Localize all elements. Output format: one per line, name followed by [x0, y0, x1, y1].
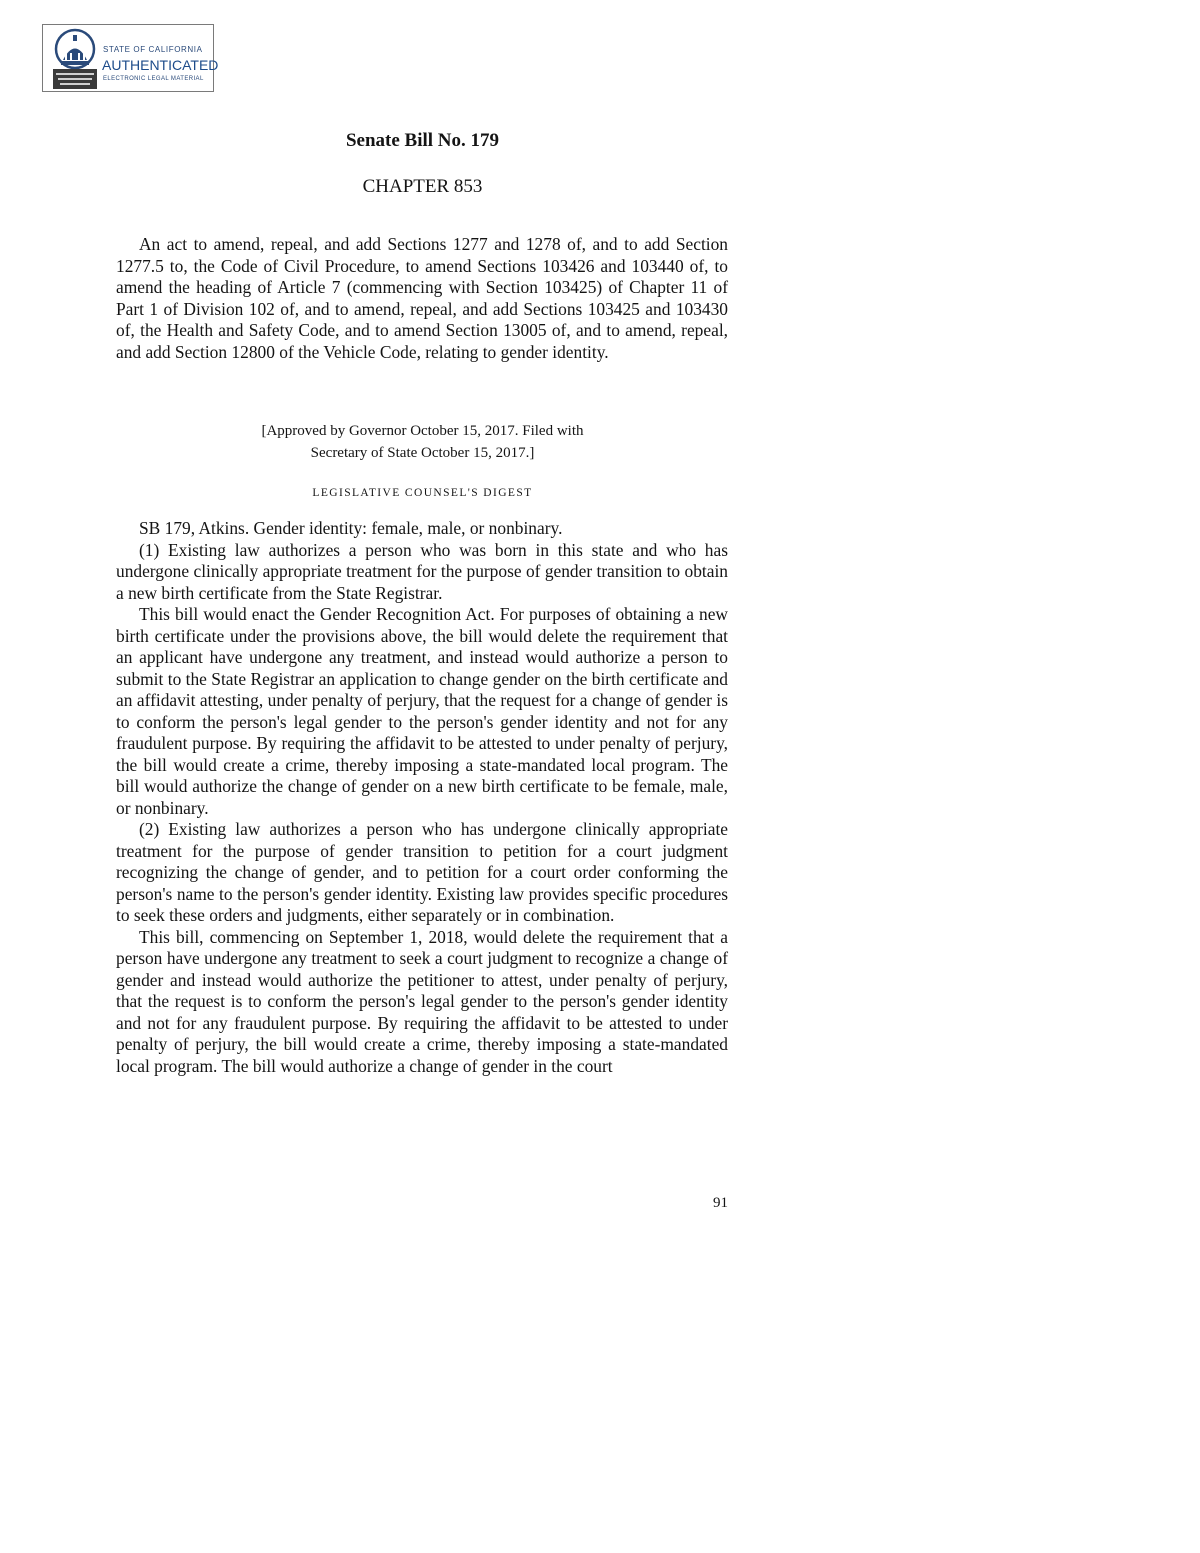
page-number: 91 — [713, 1195, 728, 1211]
authentication-seal — [42, 24, 219, 92]
chapter-number: CHAPTER 853 — [362, 176, 483, 197]
bill-title: Senate Bill No. 179 — [345, 130, 500, 151]
approval-line-2: Secretary of State October 15, 2017.] — [310, 445, 535, 461]
seal-material-label: ELECTRONIC LEGAL MATERIAL — [103, 76, 204, 82]
seal-state-label: STATE OF CALIFORNIA — [103, 45, 203, 54]
approval-note — [0, 420, 845, 464]
seal-authenticated-label: AUTHENTICATED — [102, 57, 219, 73]
digest-paragraph: SB 179, Atkins. Gender identity: female, male, or nonbinary. — [139, 518, 563, 538]
digest-paragraph: This bill, commencing on September 1, 2018, would delete the requirement that a person have undergone any treatment to seek a court judgment to recognize a change of gender and instead would authorize the petitioner to attest, under penalty of perjury, that the request is to conform the person's legal gender to the person's gender identity and not for any fraudulent purpose. By requiring the affidavit to be attested to under penalty of perjury, the bill would create a crime, thereby imposing a state-mandated local program. The bill would authorize a change of gender in the court — [116, 926, 728, 1076]
approval-line-1: [Approved by Governor October 15, 2017. Filed with — [261, 423, 584, 439]
digest-paragraph: This bill would enact the Gender Recognition Act. For purposes of obtaining a new birth certificate under the provisions above, the bill would delete the requirement that an applicant have undergone any treatment, and instead would authorize a person to submit to the State Registrar an application to change gender on the birth certificate and an affidavit attesting, under penalty of perjury, that the request for a change of gender is to conform the person's legal gender to the person's gender identity and not for any fraudulent purpose. By requiring the affidavit to be attested to under penalty of perjury, the bill would create a crime, thereby imposing a state-mandated local program. The bill would authorize the change of gender on a new birth certificate to be female, male, or nonbinary. — [116, 604, 728, 818]
act-description: An act to amend, repeal, and add Sections 1277 and 1278 of, and to add Section 1277.5 to, the Code of Civil Procedure, to amend Sections 103426 and 103440 of, to amend the heading of Article 7 (commencing with Section 103425) of Chapter 11 of Part 1 of Division 102 of, and to amend, repeal, and add Sections 103425 and 103430 of, the Health and Safety Code, and to amend Section 13005 of, and to amend, repeal, and add Section 12800 of the Vehicle Code, relating to gender identity. — [116, 234, 728, 362]
digest-paragraph: (1) Existing law authorizes a person who was born in this state and who has undergone clinically appropriate treatment for the purpose of gender transition to obtain a new birth certificate from the State Registrar. — [116, 539, 728, 603]
digest-body — [116, 518, 728, 1077]
capitol-dome-icon — [47, 27, 103, 91]
digest-paragraph: (2) Existing law authorizes a person who has undergone clinically appropriate treatment for the purpose of gender transition to petition for a court judgment recognizing the change of gender, and to petition for a court order conforming the person's name to the person's gender identity. Existing law provides specific procedures to seek these orders and judgments, either separately or in combination. — [116, 819, 728, 925]
digest-heading: LEGISLATIVE COUNSEL'S DIGEST — [312, 487, 533, 499]
